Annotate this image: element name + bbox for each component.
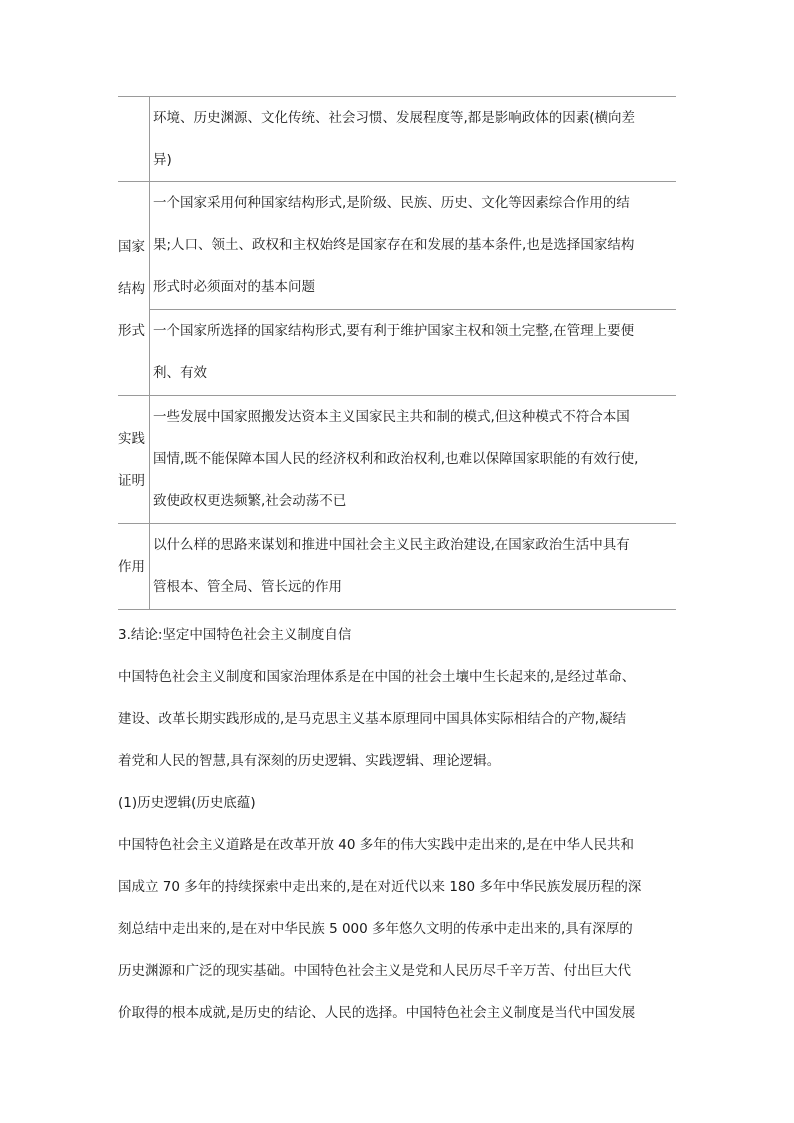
paragraph-line: 中国特色社会主义制度和国家治理体系是在中国的社会土壤中生长起来的,是经过革命、 <box>118 669 636 685</box>
row-label <box>118 182 150 395</box>
row-label <box>118 524 150 609</box>
cell-line: 形式时必须面对的基本问题 <box>153 279 315 295</box>
row-content <box>150 396 676 523</box>
cell-line: 一个国家采用何种国家结构形式,是阶级、民族、历史、文化等因素综合作用的结 <box>153 195 630 211</box>
table-row <box>118 396 676 524</box>
body-text <box>118 614 682 1034</box>
paragraph-line: 历史渊源和广泛的现实基础。中国特色社会主义是党和人民历尽千辛万苦、付出巨大代 <box>118 963 631 979</box>
comparison-table <box>118 96 676 610</box>
cell-line: 一些发展中国家照搬发达资本主义国家民主共和制的模式,但这种模式不符合本国 <box>153 409 630 425</box>
paragraph-line: 中国特色社会主义道路是在改革开放 40 多年的伟大实践中走出来的,是在中华人民共和 <box>118 837 635 853</box>
row-label-text: 国家结构形式 <box>118 238 145 339</box>
cell-line: 管根本、管全局、管长远的作用 <box>153 579 342 595</box>
cell-line: 致使政权更迭频繁,社会动荡不已 <box>153 493 347 509</box>
subheading: (1)历史逻辑(历史底蕴) <box>118 795 256 811</box>
table-cell <box>150 97 676 181</box>
paragraph-line: 刻总结中走出来的,是在对中华民族 5 000 多年悠久文明的传承中走出来的,具有深厚的 <box>118 921 633 937</box>
paragraph-line: 建设、改革长期实践形成的,是马克思主义基本原理同中国具体实际相结合的产物,凝结 <box>118 711 627 727</box>
cell-line: 利、有效 <box>153 365 207 381</box>
table-cell <box>150 524 676 608</box>
row-label <box>118 97 150 181</box>
cell-line: 以什么样的思路来谋划和推进中国社会主义民主政治建设,在国家政治生活中具有 <box>153 537 630 553</box>
cell-line: 环境、历史渊源、文化传统、社会习惯、发展程度等,都是影响政体的因素(横向差 <box>153 110 636 126</box>
row-content <box>150 97 676 181</box>
table-row <box>118 524 676 610</box>
table-cell <box>150 182 676 309</box>
paragraph-line: 国成立 70 多年的持续探索中走出来的,是在对近代以来 180 多年中华民族发展历程的深 <box>118 879 642 895</box>
cell-line: 一个国家所选择的国家结构形式,要有利于维护国家主权和领土完整,在管理上要便 <box>153 323 635 339</box>
section-heading: 3.结论:坚定中国特色社会主义制度自信 <box>118 627 352 643</box>
cell-line: 国情,既不能保障本国人民的经济权利和政治权利,也难以保障国家职能的有效行使, <box>153 451 639 467</box>
table-row <box>118 96 676 182</box>
table-cell <box>150 309 676 394</box>
cell-line: 果;人口、领土、政权和主权始终是国家存在和发展的基本条件,也是选择国家结构 <box>153 237 635 253</box>
row-content <box>150 182 676 395</box>
table-cell <box>150 396 676 522</box>
cell-line: 异) <box>153 152 172 168</box>
row-label <box>118 396 150 523</box>
row-content <box>150 524 676 609</box>
row-label-text: 作用 <box>118 558 145 575</box>
paragraph-line: 价取得的根本成就,是历史的结论、人民的选择。中国特色社会主义制度是当代中国发展 <box>118 1005 636 1021</box>
row-label-text: 实践证明 <box>118 430 145 489</box>
table-row <box>118 182 676 396</box>
paragraph-line: 着党和人民的智慧,具有深刻的历史逻辑、实践逻辑、理论逻辑。 <box>118 753 501 769</box>
